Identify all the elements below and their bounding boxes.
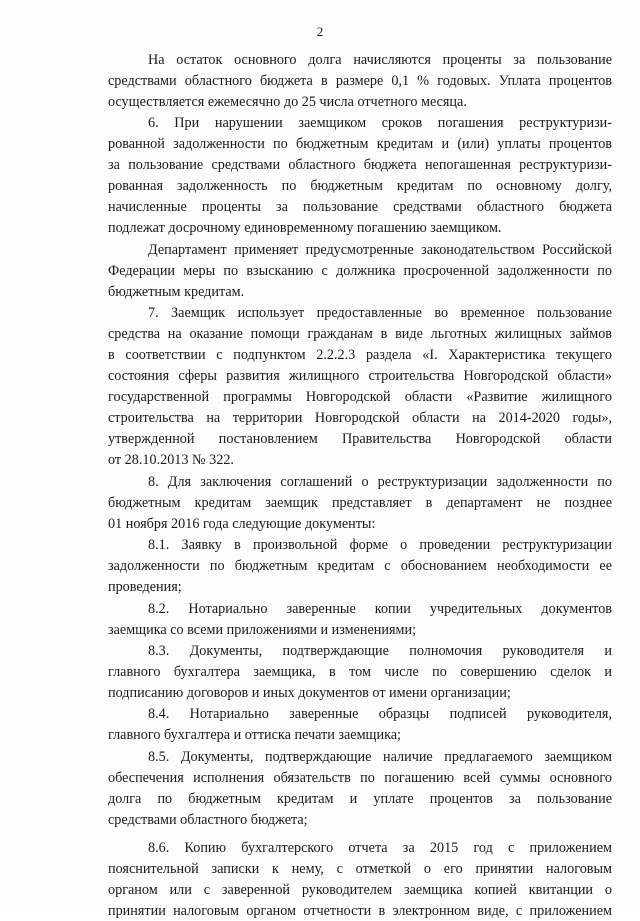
text-line: средства на оказание помощи гражданам в виде льготных жилищных займов <box>108 326 612 342</box>
text-line: 8.2. Нотариально заверенные копии учредительных документов <box>148 601 612 617</box>
text-line: осуществляется ежемесячно до 25 числа отчетного месяца. <box>108 94 467 110</box>
text-line: органом или с заверенной руководителем заемщика копией квитанции о <box>108 882 612 898</box>
text-line: начисленные проценты за пользование средствами областного бюджета <box>108 199 612 215</box>
text-line: в соответствии с подпунктом 2.2.2.3 раздела «I. Характеристика текущего <box>108 347 612 363</box>
text-line: бюджетным кредитам. <box>108 284 245 300</box>
text-line: принятии налоговым органом отчетности в электронном виде, с приложением <box>108 903 612 919</box>
text-line: На остаток основного долга начисляются проценты за пользование <box>148 52 612 68</box>
text-line: рованной задолженности по бюджетным кредитам и (или) уплаты процентов <box>108 136 612 152</box>
text-line: за пользование средствами областного бюджета непогашенная реструктуризи- <box>108 157 612 173</box>
text-line: 01 ноября 2016 года следующие документы: <box>108 516 376 532</box>
text-line: долга по бюджетным кредитам и уплате процентов за пользование <box>108 791 612 807</box>
text-line: 8.1. Заявку в произвольной форме о проведении реструктуризации <box>148 537 612 553</box>
text-line: проведения; <box>108 579 182 595</box>
text-line: бюджетным кредитам заемщик представляет в департамент не позднее <box>108 495 612 511</box>
text-line: утвержденной постановлением Правительства Новгородской области <box>108 431 612 447</box>
text-line: от 28.10.2013 № 322. <box>108 452 234 468</box>
text-line: 7. Заемщик использует предоставленные во временное пользование <box>148 305 612 321</box>
text-line: 8.4. Нотариально заверенные образцы подписей руководителя, <box>148 706 612 722</box>
text-line: пояснительной записки к нему, с отметкой о его принятии налоговым <box>108 861 612 877</box>
text-line: подписанию договоров и иных документов от имени организации; <box>108 685 511 701</box>
text-line: средствами областного бюджета в размере 0,1 % годовых. Уплата процентов <box>108 73 612 89</box>
text-line: 8.5. Документы, подтверждающие наличие предлагаемого заемщиком <box>148 749 612 765</box>
text-line: государственной программы Новгородской области «Развитие жилищного <box>108 389 612 405</box>
text-line: 8.3. Документы, подтверждающие полномочия руководителя и <box>148 643 612 659</box>
text-line: рованная задолженность по бюджетным кредитам по основному долгу, <box>108 178 612 194</box>
text-line: обеспечения исполнения обязательств по погашению всей суммы основного <box>108 770 612 786</box>
text-line: главного бухгалтера и оттиска печати заемщика; <box>108 727 401 743</box>
text-line: 8.6. Копию бухгалтерского отчета за 2015 год с приложением <box>148 840 612 856</box>
text-line: 6. При нарушении заемщиком сроков погашения реструктуризи- <box>148 115 612 131</box>
text-line: главного бухгалтера заемщика, в том числе по совершению сделок и <box>108 664 612 680</box>
text-line: подлежат досрочному единовременному погашению заемщиком. <box>108 220 502 236</box>
text-line: строительства на территории Новгородской области на 2014-2020 годы», <box>108 410 612 426</box>
text-line: средствами областного бюджета; <box>108 812 308 828</box>
text-line: Федерации меры по взысканию с должника просроченной задолженности по <box>108 263 612 279</box>
text-line: задолженности по бюджетным кредитам с обоснованием необходимости ее <box>108 558 612 574</box>
text-line: состояния сферы развития жилищного строительства Новгородской области» <box>108 368 612 384</box>
text-line: 8. Для заключения соглашений о реструктуризации задолженности по <box>148 474 612 490</box>
text-line: заемщика со всеми приложениями и изменениями; <box>108 622 417 638</box>
page-number: 2 <box>316 24 324 39</box>
text-line: Департамент применяет предусмотренные законодательством Российской <box>148 242 612 258</box>
